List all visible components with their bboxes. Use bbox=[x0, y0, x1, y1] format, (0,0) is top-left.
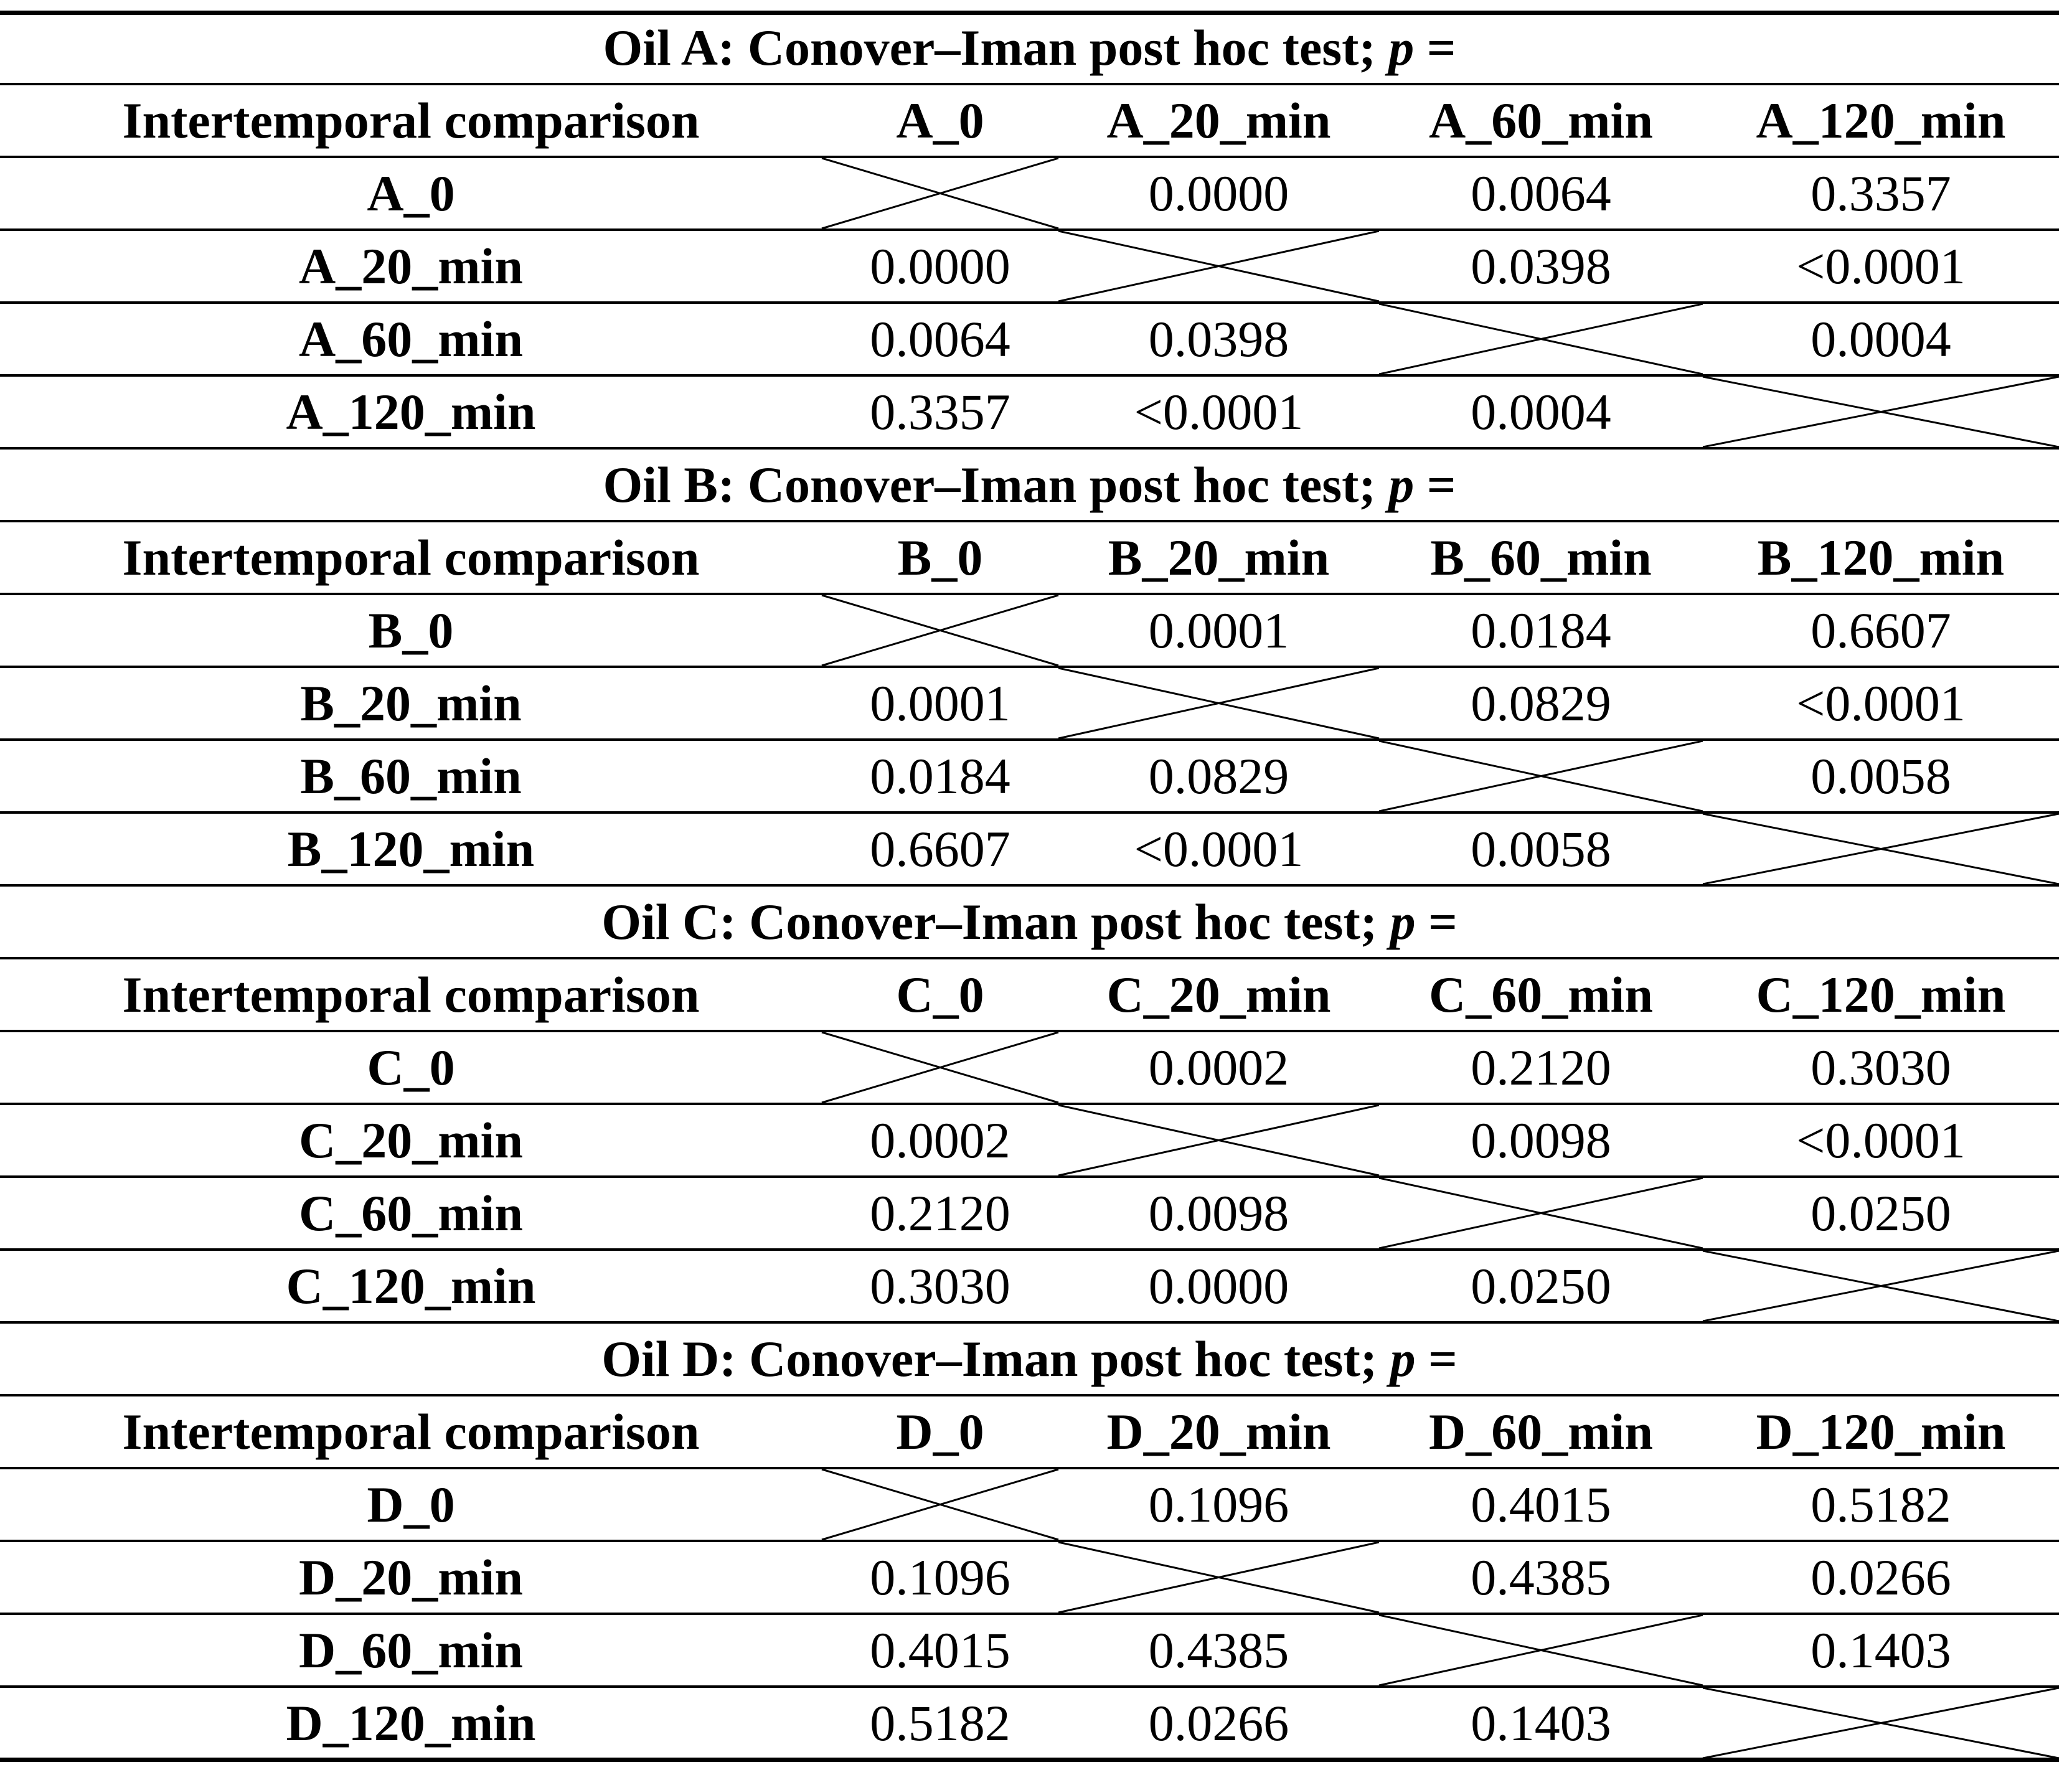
p-value-cell: 0.0000 bbox=[870, 237, 1010, 294]
p-value-cell: 0.5182 bbox=[1811, 1476, 1951, 1533]
p-value-cell: 0.0002 bbox=[1148, 1038, 1289, 1096]
column-header: A_60_min bbox=[1429, 92, 1653, 149]
p-value-cell: 0.1403 bbox=[1471, 1694, 1611, 1751]
oil-label: Oil D: bbox=[601, 1330, 737, 1387]
row-label: B_0 bbox=[368, 601, 454, 659]
row-label: A_20_min bbox=[299, 237, 523, 294]
title-p-symbol: p bbox=[1390, 893, 1416, 950]
title-equals: = bbox=[1415, 1330, 1457, 1387]
p-value-cell: 0.0250 bbox=[1471, 1257, 1611, 1314]
p-value-cell: <0.0001 bbox=[1796, 674, 1966, 732]
row-label: D_60_min bbox=[299, 1621, 523, 1679]
p-value-cell: 0.0001 bbox=[870, 674, 1010, 732]
p-value-cell: 0.0829 bbox=[1471, 674, 1611, 732]
p-value-cell: <0.0001 bbox=[1796, 237, 1966, 294]
row-label: C_20_min bbox=[299, 1111, 523, 1169]
block-title bbox=[0, 11, 2059, 84]
p-value-cell: 0.6607 bbox=[870, 820, 1010, 877]
row-label: D_120_min bbox=[286, 1694, 536, 1751]
title-equals: = bbox=[1415, 893, 1457, 950]
column-header: B_0 bbox=[897, 529, 983, 586]
title-equals: = bbox=[1414, 456, 1456, 513]
title-p-symbol: p bbox=[1388, 19, 1415, 76]
column-header: C_0 bbox=[896, 966, 984, 1023]
block-title bbox=[0, 885, 2059, 958]
p-value-cell: 0.0064 bbox=[1471, 164, 1611, 222]
block-title bbox=[0, 1322, 2059, 1395]
p-value-cell: 0.0098 bbox=[1471, 1111, 1611, 1169]
title-equals: = bbox=[1414, 19, 1456, 76]
p-value-cell: 0.0266 bbox=[1811, 1548, 1951, 1606]
p-value-cell: 0.0058 bbox=[1471, 820, 1611, 877]
row-header-label: Intertemporal comparison bbox=[122, 529, 700, 586]
title-text: Conover–Iman post hoc test; bbox=[747, 456, 1389, 513]
title-p-symbol: p bbox=[1388, 456, 1415, 513]
p-value-cell: 0.4385 bbox=[1148, 1621, 1289, 1679]
row-label: D_0 bbox=[367, 1476, 455, 1533]
row-header-label: Intertemporal comparison bbox=[122, 966, 700, 1023]
p-value-cell: 0.2120 bbox=[870, 1184, 1010, 1241]
p-value-cell: 0.0002 bbox=[870, 1111, 1010, 1169]
p-value-cell: 0.1403 bbox=[1811, 1621, 1951, 1679]
p-value-cell: 0.3357 bbox=[870, 383, 1010, 440]
title-p-symbol: p bbox=[1390, 1330, 1416, 1387]
p-value-cell: 0.0184 bbox=[870, 747, 1010, 804]
column-header: C_20_min bbox=[1106, 966, 1331, 1023]
column-header: B_60_min bbox=[1430, 529, 1652, 586]
p-value-cell: 0.0004 bbox=[1471, 383, 1611, 440]
row-label: A_120_min bbox=[286, 383, 536, 440]
column-header: D_20_min bbox=[1106, 1403, 1331, 1460]
p-value-cell: 0.5182 bbox=[870, 1694, 1010, 1751]
column-header: D_120_min bbox=[1756, 1403, 2006, 1460]
oil-label: Oil C: bbox=[601, 893, 737, 950]
title-space bbox=[735, 459, 748, 511]
column-header: D_0 bbox=[896, 1403, 984, 1460]
p-value-cell: 0.0829 bbox=[1148, 747, 1289, 804]
p-value-cell: 0.2120 bbox=[1471, 1038, 1611, 1096]
p-value-cell: 0.4015 bbox=[870, 1621, 1010, 1679]
row-label: A_60_min bbox=[299, 310, 523, 367]
table-bottom-rule bbox=[0, 1758, 2059, 1762]
column-header: B_20_min bbox=[1108, 529, 1330, 586]
title-text: Conover–Iman post hoc test; bbox=[747, 19, 1389, 76]
p-value-cell: <0.0001 bbox=[1134, 820, 1304, 877]
p-value-cell: 0.1096 bbox=[1148, 1476, 1289, 1533]
row-label: B_20_min bbox=[300, 674, 522, 732]
p-value-cell: 0.0184 bbox=[1471, 601, 1611, 659]
title-text: Conover–Iman post hoc test; bbox=[749, 1330, 1390, 1387]
oil-label: Oil B: bbox=[603, 456, 735, 513]
column-header: C_120_min bbox=[1756, 966, 2006, 1023]
p-value-cell: 0.0001 bbox=[1148, 601, 1289, 659]
title-space bbox=[735, 22, 748, 73]
row-label: D_20_min bbox=[299, 1548, 523, 1606]
row-label: B_60_min bbox=[300, 747, 522, 804]
p-value-cell: 0.0004 bbox=[1811, 310, 1951, 367]
title-space bbox=[737, 897, 750, 948]
title-space bbox=[737, 1334, 750, 1385]
p-value-cell: 0.0266 bbox=[1148, 1694, 1289, 1751]
title-text: Conover–Iman post hoc test; bbox=[749, 893, 1390, 950]
row-label: C_60_min bbox=[299, 1184, 523, 1241]
p-value-cell: <0.0001 bbox=[1796, 1111, 1966, 1169]
column-header: C_60_min bbox=[1429, 966, 1653, 1023]
p-value-cell: 0.3030 bbox=[1811, 1038, 1951, 1096]
row-label: A_0 bbox=[367, 164, 455, 222]
column-header: D_60_min bbox=[1429, 1403, 1653, 1460]
block-title bbox=[0, 448, 2059, 521]
p-value-cell: 0.0098 bbox=[1148, 1184, 1289, 1241]
p-value-cell: 0.0000 bbox=[1148, 1257, 1289, 1314]
p-value-cell: 0.0398 bbox=[1471, 237, 1611, 294]
p-value-cell: 0.0000 bbox=[1148, 164, 1289, 222]
p-value-cell: 0.0064 bbox=[870, 310, 1010, 367]
oil-label: Oil A: bbox=[603, 19, 735, 76]
p-value-cell: 0.3357 bbox=[1811, 164, 1951, 222]
p-value-cell: 0.0250 bbox=[1811, 1184, 1951, 1241]
row-label: C_0 bbox=[367, 1038, 455, 1096]
p-value-cell: 0.6607 bbox=[1811, 601, 1951, 659]
p-value-cell: 0.1096 bbox=[870, 1548, 1010, 1606]
p-value-cell: 0.0398 bbox=[1148, 310, 1289, 367]
row-label: C_120_min bbox=[286, 1257, 536, 1314]
row-header-label: Intertemporal comparison bbox=[122, 1403, 700, 1460]
column-header: A_120_min bbox=[1756, 92, 2006, 149]
p-value-cell: 0.3030 bbox=[870, 1257, 1010, 1314]
column-header: B_120_min bbox=[1757, 529, 2005, 586]
column-header: A_20_min bbox=[1106, 92, 1331, 149]
column-header: A_0 bbox=[896, 92, 984, 149]
p-value-cell: 0.4015 bbox=[1471, 1476, 1611, 1533]
p-value-cell: <0.0001 bbox=[1134, 383, 1304, 440]
p-value-cell: 0.0058 bbox=[1811, 747, 1951, 804]
row-label: B_120_min bbox=[287, 820, 535, 877]
row-header-label: Intertemporal comparison bbox=[122, 92, 700, 149]
p-value-cell: 0.4385 bbox=[1471, 1548, 1611, 1606]
